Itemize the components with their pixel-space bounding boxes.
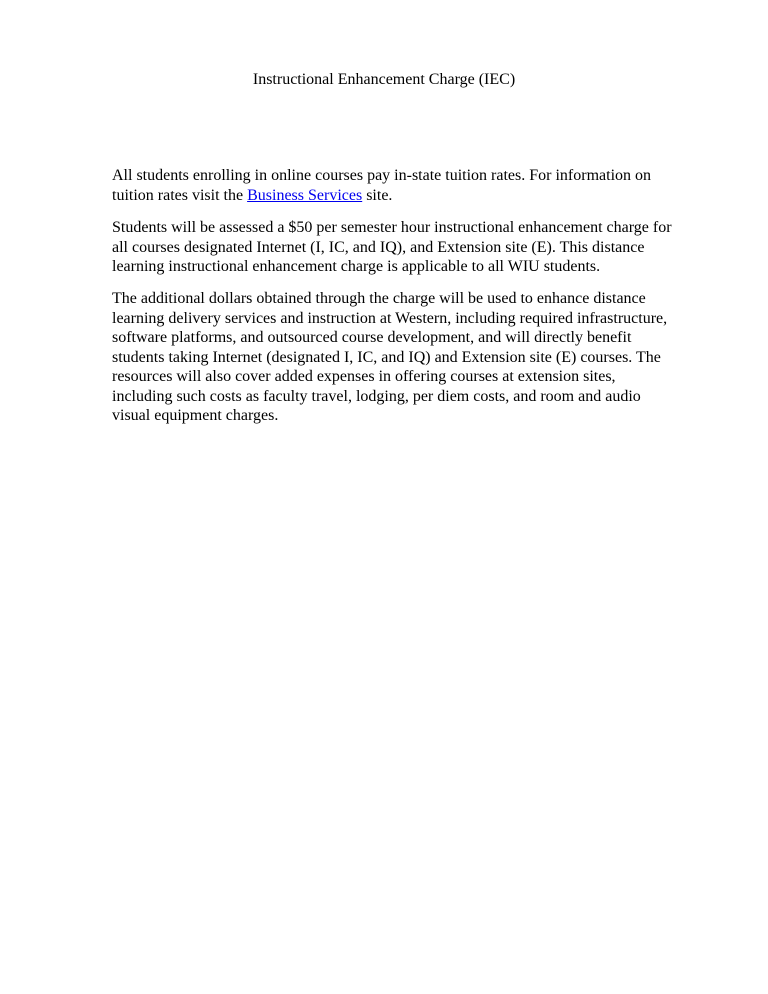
document-title: Instructional Enhancement Charge (IEC) <box>252 71 516 88</box>
paragraph-tuition-info <box>112 166 672 205</box>
paragraph-text: Students will be assessed a $50 per semester hour instructional enhancement charge for all courses designated Internet (I, IC, and IQ), and Extension site (E). This distance learning instructional enhancement charge is applicable to all WIU students. <box>112 219 672 275</box>
paragraph-charge-assessment <box>112 218 672 277</box>
paragraph-text-before-link: All students enrolling in online courses pay in-state tuition rates. For information on tuition rates visit the <box>112 167 652 204</box>
paragraph-charge-usage <box>112 289 672 426</box>
paragraph-text-after-link: site. <box>362 186 393 204</box>
business-services-link[interactable]: Business Services <box>247 186 363 204</box>
paragraph-text: The additional dollars obtained through the charge will be used to enhance distance learning delivery services and instruction at Western, including required infrastructure, software platforms, and outsourced course development, and will directly benefit students taking Internet (designated I, IC, and IQ) and Extension site (E) courses. The resources will also cover added expenses in offering courses at extension sites, including such costs as faculty travel, lodging, per diem costs, and room and audio visual equipment charges. <box>112 290 668 424</box>
